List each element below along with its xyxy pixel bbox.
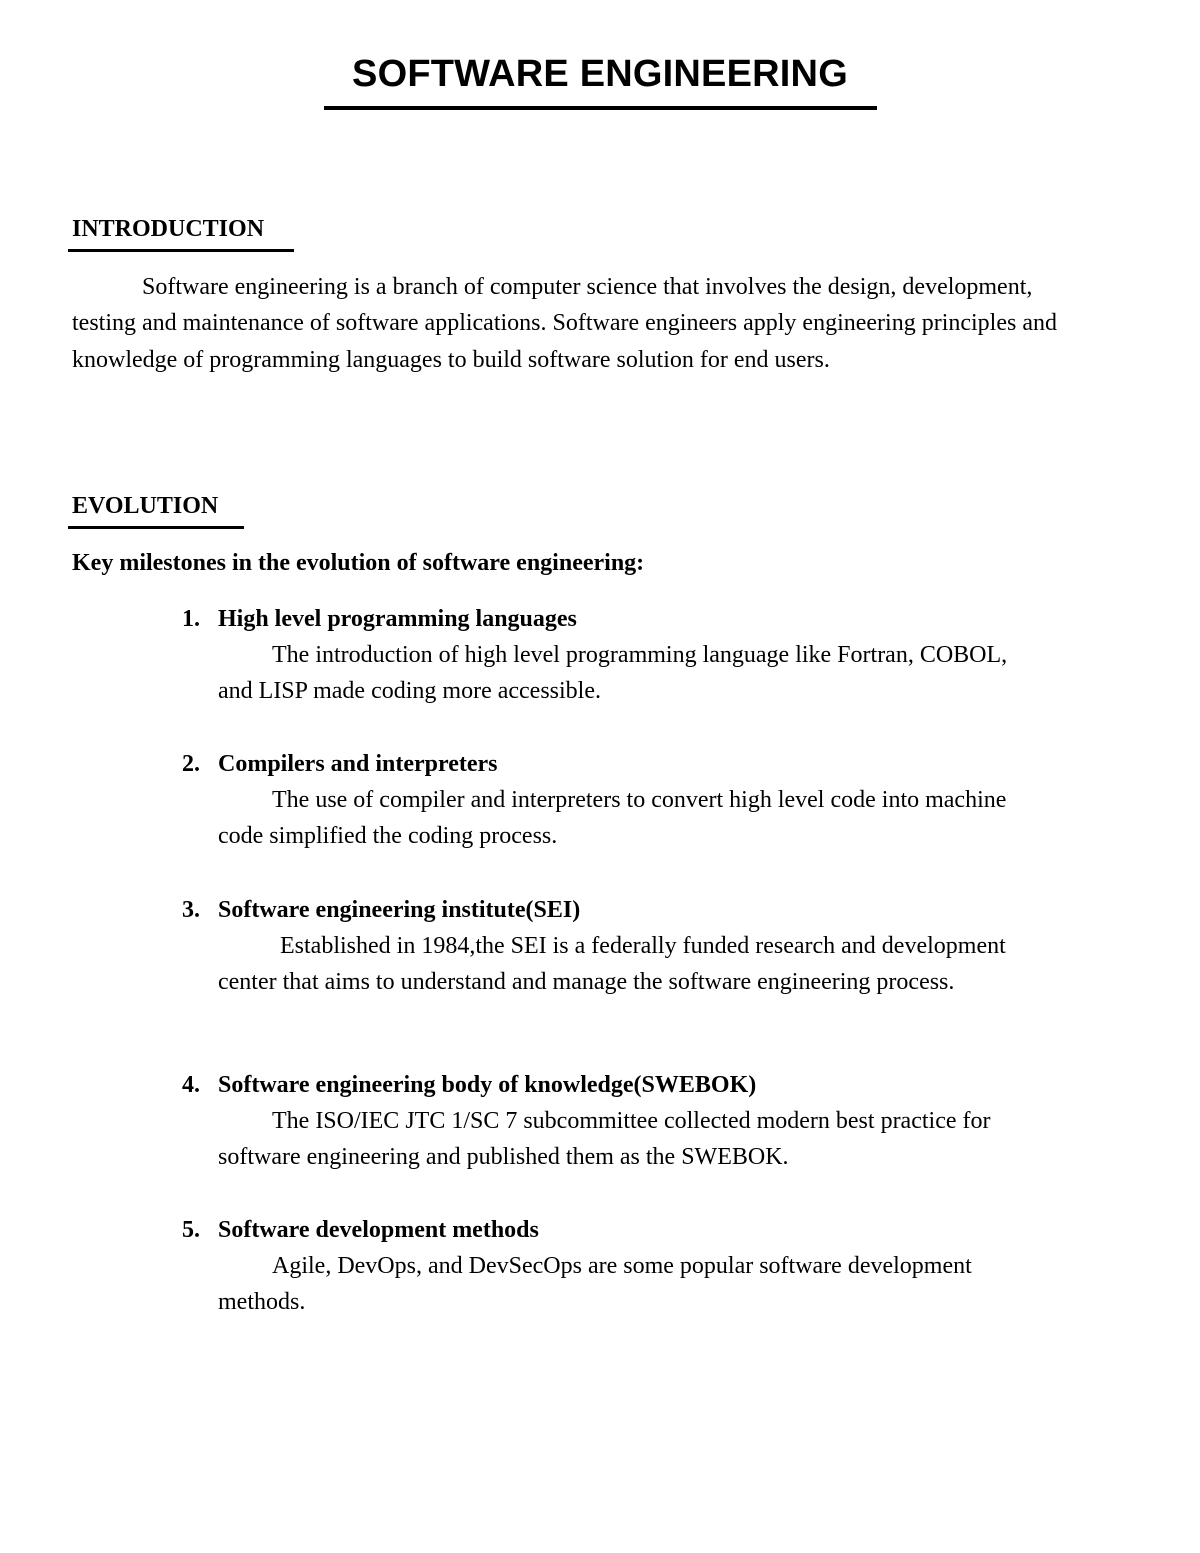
milestone-description-text: The use of compiler and interpreters to convert high level code into machine code simplified the coding process. [218, 787, 1007, 850]
document-title: SOFTWARE ENGINEERING [352, 53, 848, 95]
milestone-number: 4. [182, 1072, 200, 1098]
evolution-heading-underline [68, 526, 244, 529]
milestone-number: 1. [182, 606, 200, 632]
milestone-description [218, 637, 1038, 710]
milestone-description [218, 928, 1038, 1001]
milestone-name: Software engineering institute(SEI) [218, 897, 581, 923]
milestone-description [218, 1103, 1038, 1176]
milestone-name: Software engineering body of knowledge(SWEBOK) [218, 1072, 757, 1098]
milestone-description-text: The introduction of high level programming language like Fortran, COBOL, and LISP made coding more accessible. [218, 642, 1008, 705]
milestone-description-text: Agile, DevOps, and DevSecOps are some popular software development methods. [218, 1253, 972, 1316]
milestone-number: 5. [182, 1217, 200, 1243]
milestone-name: High level programming languages [218, 606, 577, 632]
milestone-number: 3. [182, 897, 200, 923]
milestone-description-text: The ISO/IEC JTC 1/SC 7 subcommittee collected modern best practice for software engineering and published them as the SWEBOK. [218, 1108, 991, 1171]
milestone-description [218, 782, 1038, 855]
milestone-description-text: Established in 1984,the SEI is a federally funded research and development center that aims to understand and manage the software engineering process. [218, 933, 1006, 996]
milestone-number: 2. [182, 751, 200, 777]
introduction-paragraph [72, 269, 1072, 378]
introduction-heading-underline [68, 249, 294, 252]
evolution-heading: EVOLUTION [72, 493, 219, 519]
milestone-name: Software development methods [218, 1217, 539, 1243]
milestone-description [218, 1248, 1038, 1321]
milestone-name: Compilers and interpreters [218, 751, 498, 777]
introduction-text: Software engineering is a branch of computer science that involves the design, development, testing and maintenance of software applications. Software engineers apply engineering principles and knowledge of programming languages to build software solution for end users. [72, 274, 1057, 373]
introduction-heading: INTRODUCTION [72, 216, 265, 242]
title-underline [324, 106, 877, 110]
evolution-lead: Key milestones in the evolution of software engineering: [72, 550, 645, 576]
